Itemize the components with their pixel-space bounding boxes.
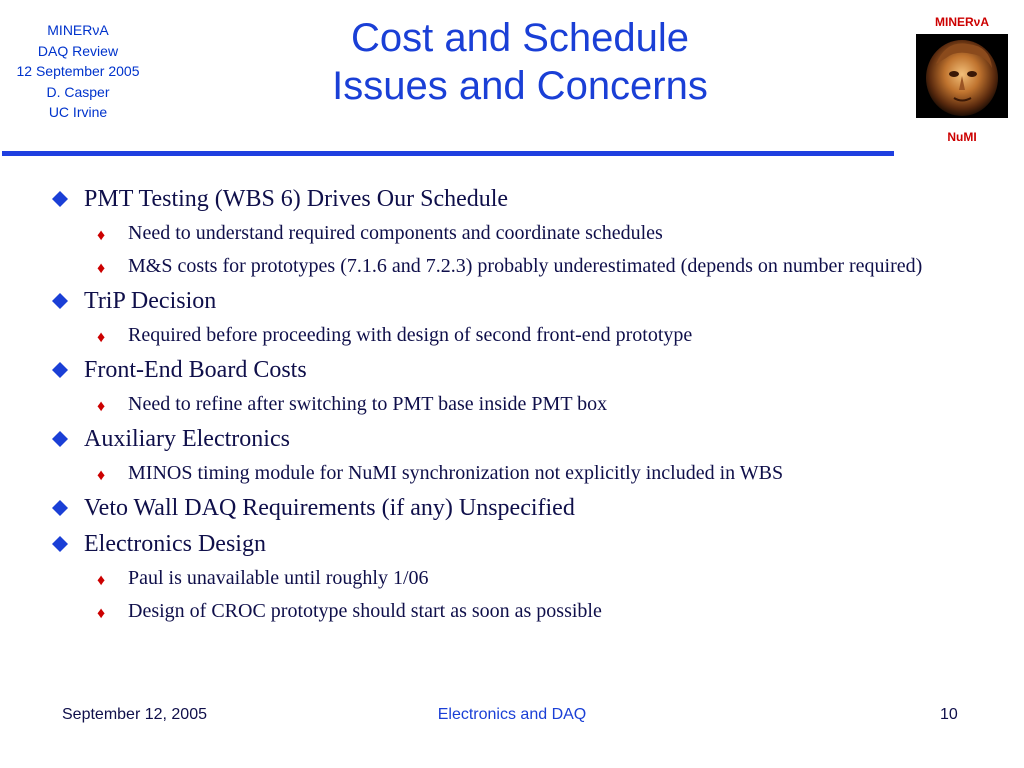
- sub-bullet-text: Need to refine after switching to PMT base inside PMT box: [128, 393, 608, 415]
- footer-title: Electronics and DAQ: [437, 706, 587, 723]
- diamond-sub-bullet-icon: ♦: [97, 227, 106, 244]
- sub-bullet-text: Design of CROC prototype should start as soon as possible: [128, 600, 602, 622]
- diamond-sub-bullet-icon: ♦: [97, 572, 106, 589]
- bullet-item: [46, 184, 986, 214]
- diamond-bullet-icon: [48, 187, 72, 211]
- diamond-sub-bullet-icon: ♦: [97, 398, 106, 415]
- bullet-text: Veto Wall DAQ Requirements (if any) Unspecified: [84, 495, 575, 521]
- bullet-item: [46, 424, 986, 454]
- sub-bullet-text: Need to understand required components and coordinate schedules: [128, 222, 663, 244]
- logo-top-text: MINERνA: [934, 15, 989, 29]
- footer-date: September 12, 2005: [62, 706, 207, 723]
- header-line-event: DAQ Review: [37, 42, 119, 59]
- header-info: [0, 20, 156, 123]
- bullet-item: [46, 529, 986, 559]
- bullet-list: [46, 184, 986, 631]
- sub-bullet-text: Paul is unavailable until roughly 1/06: [128, 567, 429, 589]
- slide-title-line-2: Issues and Concerns: [332, 64, 708, 108]
- sub-bullet-text: Required before proceeding with design of second front-end prototype: [128, 324, 693, 346]
- diamond-sub-bullet-icon: ♦: [97, 605, 106, 622]
- sub-bullet-item: [46, 322, 986, 349]
- bullet-text: TriP Decision: [84, 288, 217, 314]
- sub-bullet-item: [46, 220, 986, 247]
- slide-title: [250, 14, 790, 110]
- bullet-text: PMT Testing (WBS 6) Drives Our Schedule: [84, 186, 509, 212]
- sub-bullet-item: [46, 460, 986, 487]
- bullet-text: Auxiliary Electronics: [84, 426, 290, 452]
- bullet-item: [46, 286, 986, 316]
- header-line-date: 12 September 2005: [16, 63, 140, 79]
- diamond-bullet-icon: [48, 496, 72, 520]
- bullet-text: Front-End Board Costs: [84, 357, 307, 383]
- sub-bullet-text: MINOS timing module for NuMI synchronization not explicitly included in WBS: [128, 462, 784, 484]
- header-line-project: MINERνA: [47, 22, 109, 38]
- diamond-bullet-icon: [48, 358, 72, 382]
- title-divider: [2, 151, 894, 156]
- sub-bullet-item: [46, 391, 986, 418]
- diamond-sub-bullet-icon: ♦: [97, 467, 106, 484]
- header-line-institution: UC Irvine: [48, 104, 108, 120]
- bullet-item: [46, 355, 986, 385]
- diamond-bullet-icon: [48, 289, 72, 313]
- bullet-text: Electronics Design: [84, 531, 266, 557]
- diamond-sub-bullet-icon: ♦: [97, 329, 106, 346]
- sub-bullet-item: [46, 253, 986, 280]
- diamond-sub-bullet-icon: ♦: [97, 260, 106, 277]
- slide-title-line-1: Cost and Schedule: [350, 16, 689, 60]
- sub-bullet-item: [46, 598, 986, 625]
- diamond-bullet-icon: [48, 532, 72, 556]
- header-line-author: D. Casper: [46, 83, 110, 100]
- logo-bottom-text: NuMI: [947, 130, 977, 144]
- minerva-logo: [906, 12, 1018, 145]
- bullet-item: [46, 493, 986, 523]
- sub-bullet-text: M&S costs for prototypes (7.1.6 and 7.2.3) probably underestimated (depends on number required): [128, 255, 923, 277]
- diamond-bullet-icon: [48, 427, 72, 451]
- page-number: 10: [940, 706, 958, 723]
- minerva-head-logo-icon: [916, 34, 1008, 118]
- sub-bullet-item: [46, 565, 986, 592]
